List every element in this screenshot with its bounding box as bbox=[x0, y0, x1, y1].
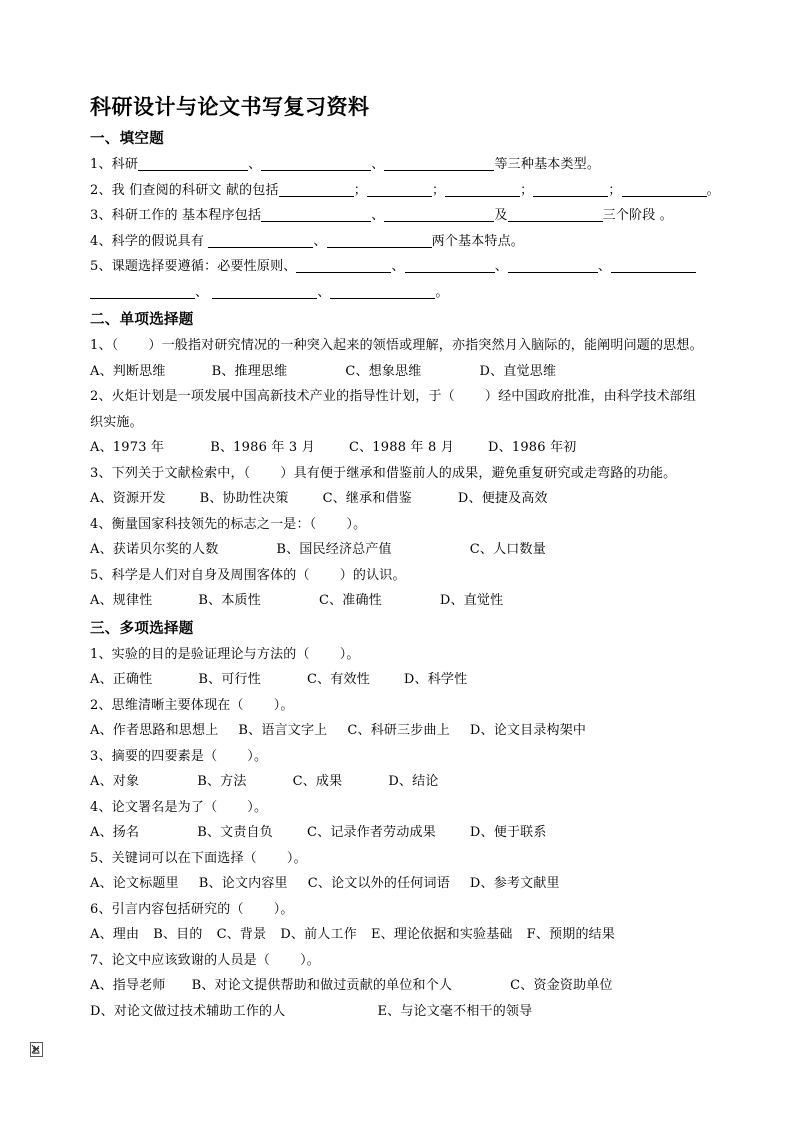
answer-blank[interactable] bbox=[330, 284, 435, 299]
options-multi-6 bbox=[90, 922, 720, 948]
question-text: 科学的假说具有 bbox=[111, 233, 209, 249]
options-multi-7-row2 bbox=[90, 999, 720, 1025]
question-text-tail: ）的认识。 bbox=[339, 567, 406, 583]
options-single-2 bbox=[90, 435, 720, 461]
option-a[interactable]: A、作者思路和思想上 bbox=[90, 723, 219, 738]
option-b[interactable]: B、目的 bbox=[153, 927, 203, 942]
answer-blank[interactable] bbox=[212, 284, 317, 299]
question-multi-1 bbox=[90, 642, 720, 668]
question-text: 摘要的四要素是（ bbox=[111, 748, 218, 764]
answer-blank[interactable] bbox=[622, 182, 707, 197]
options-single-4 bbox=[90, 537, 720, 563]
option-d[interactable]: D、参考文献里 bbox=[469, 876, 560, 891]
answer-blank[interactable] bbox=[296, 258, 391, 273]
option-b[interactable]: B、可行性 bbox=[198, 672, 261, 687]
option-a[interactable]: A、规律性 bbox=[90, 593, 153, 608]
answer-blank[interactable] bbox=[405, 258, 495, 273]
option-b[interactable]: B、论文内容里 bbox=[198, 876, 288, 891]
separator: 及 bbox=[494, 208, 508, 223]
option-d[interactable]: D、直觉性 bbox=[439, 593, 504, 608]
question-number: 2、 bbox=[90, 182, 112, 198]
options-single-1 bbox=[90, 359, 720, 385]
option-d[interactable]: D、便捷及高效 bbox=[457, 491, 548, 506]
answer-blank[interactable] bbox=[208, 233, 313, 248]
question-number: 4、 bbox=[90, 516, 112, 532]
page-title: 科研设计与论文书写复习资料 bbox=[90, 94, 370, 119]
option-a[interactable]: A、论文标题里 bbox=[90, 876, 179, 891]
options-multi-5 bbox=[90, 871, 720, 897]
question-text: 下列关于文献检索中，（ bbox=[111, 465, 251, 481]
question-number: 4、 bbox=[90, 799, 112, 815]
option-c[interactable]: C、人口数量 bbox=[469, 542, 546, 557]
option-b[interactable]: B、对论文提供帮助和做过贡献的单位和个人 bbox=[191, 978, 453, 993]
option-c[interactable]: C、记录作者劳动成果 bbox=[306, 825, 436, 840]
answer-paren-open: （ bbox=[111, 338, 119, 353]
option-a[interactable]: A、理由 bbox=[90, 927, 140, 942]
question-number: 3、 bbox=[90, 208, 112, 223]
question-number: 1、 bbox=[90, 157, 112, 172]
question-single-2 bbox=[90, 384, 720, 410]
separator: ； bbox=[520, 182, 534, 198]
option-e[interactable]: E、与论文毫不相干的领导 bbox=[377, 1003, 533, 1019]
question-text-line2: 织实施。 bbox=[90, 414, 143, 430]
question-fill-5 bbox=[90, 254, 720, 280]
question-tail: 。 bbox=[706, 182, 720, 198]
broken-image-icon bbox=[30, 1042, 43, 1057]
option-d[interactable]: D、对论文做过技术辅助工作的人 bbox=[90, 1003, 286, 1019]
question-multi-5 bbox=[90, 846, 720, 872]
option-a[interactable]: A、获诺贝尔奖的人数 bbox=[90, 542, 219, 557]
question-fill-4 bbox=[90, 229, 720, 255]
option-a[interactable]: A、资源开发 bbox=[90, 491, 166, 506]
option-f[interactable]: F、预期的结果 bbox=[526, 927, 616, 942]
option-a[interactable]: A、1973 年 bbox=[90, 440, 165, 455]
option-b[interactable]: B、协助性决策 bbox=[199, 491, 289, 506]
separator: 、 bbox=[371, 157, 385, 172]
option-b[interactable]: B、文责自负 bbox=[197, 825, 273, 840]
option-a[interactable]: A、正确性 bbox=[90, 672, 153, 687]
option-c[interactable]: C、准确性 bbox=[318, 593, 382, 608]
option-c[interactable]: C、科研三步曲上 bbox=[347, 723, 450, 738]
question-number: 1、 bbox=[90, 338, 112, 353]
option-d[interactable]: D、直觉思维 bbox=[479, 363, 557, 379]
options-single-5 bbox=[90, 588, 720, 614]
question-text-tail: ）。 bbox=[247, 748, 268, 764]
answer-blank[interactable] bbox=[384, 156, 494, 171]
section-heading-multi-choice: 三、多项选择题 bbox=[90, 619, 194, 637]
answer-blank[interactable] bbox=[261, 156, 371, 171]
section-heading-single-choice: 二、单项选择题 bbox=[90, 311, 194, 328]
option-d[interactable]: D、1986 年初 bbox=[488, 440, 577, 455]
separator: 、 bbox=[248, 157, 262, 172]
option-a[interactable]: A、判断思维 bbox=[90, 363, 166, 379]
answer-blank[interactable] bbox=[279, 182, 354, 197]
question-fill-3 bbox=[90, 203, 720, 229]
question-number: 3、 bbox=[90, 465, 112, 481]
option-b[interactable]: B、语言文字上 bbox=[238, 723, 328, 738]
question-multi-3 bbox=[90, 744, 720, 770]
option-d[interactable]: D、结论 bbox=[388, 774, 439, 789]
options-multi-3 bbox=[90, 769, 720, 795]
option-d[interactable]: D、科学性 bbox=[403, 672, 468, 687]
question-text-tail: ）。 bbox=[339, 646, 360, 662]
answer-blank[interactable] bbox=[445, 182, 520, 197]
option-d[interactable]: D、论文目录构架中 bbox=[469, 723, 587, 738]
separator: 、 bbox=[391, 259, 405, 274]
question-tail: 等三种基本类型。 bbox=[494, 157, 601, 172]
separator: ； bbox=[353, 182, 367, 198]
question-text: 课题选择要遵循：必要性原则、 bbox=[111, 259, 297, 274]
option-c[interactable]: C、成果 bbox=[292, 774, 343, 789]
option-a[interactable]: A、指导老师 bbox=[90, 978, 166, 993]
options-multi-7-row1 bbox=[90, 973, 720, 999]
question-text: 我 们查阅的科研文 献的包括 bbox=[111, 182, 279, 198]
question-text: 思维清晰主要体现在（ bbox=[111, 697, 244, 713]
question-fill-5-continued bbox=[90, 280, 720, 306]
question-text: ）一般指对研究情况的一种突入起来的领悟或理解，亦指突然月入脑际的，能阐明问题的思想。 bbox=[148, 338, 703, 353]
question-tail: 两个基本特点。 bbox=[431, 233, 525, 249]
separator: ； bbox=[431, 182, 446, 198]
question-text: 实验的目的是验证理论与方法的（ bbox=[111, 646, 310, 662]
question-number: 1、 bbox=[90, 646, 112, 662]
question-text-tail: ）经中国政府批准，由科学技术部组 bbox=[484, 389, 697, 404]
question-text: 衡量国家科技领先的标志之一是：（ bbox=[111, 516, 317, 532]
question-tail: 三个阶段 。 bbox=[602, 208, 673, 223]
question-text: 科研 bbox=[111, 157, 139, 172]
question-single-4 bbox=[90, 512, 720, 538]
question-tail: 。 bbox=[435, 284, 449, 300]
question-text-tail: ）。 bbox=[273, 697, 294, 713]
question-text: 关键词可以在下面选择（ bbox=[111, 850, 257, 866]
answer-blank[interactable] bbox=[533, 182, 608, 197]
question-number: 5、 bbox=[90, 567, 112, 583]
question-text-tail: ）具有便于继承和借鉴前人的成果，避免重复研究或走弯路的功能。 bbox=[280, 465, 677, 481]
section-heading-fill-in-blank: 一、填空题 bbox=[90, 130, 164, 147]
options-multi-2 bbox=[90, 718, 720, 744]
question-multi-7 bbox=[90, 948, 720, 974]
question-text-tail: ）。 bbox=[300, 952, 320, 968]
option-b[interactable]: B、国民经济总产值 bbox=[276, 542, 392, 557]
question-single-1 bbox=[90, 333, 720, 359]
option-e[interactable]: E、理论依据和实验基础 bbox=[370, 927, 513, 942]
question-multi-2 bbox=[90, 693, 720, 719]
question-number: 5、 bbox=[90, 259, 112, 274]
options-single-3 bbox=[90, 486, 720, 512]
option-c[interactable]: C、有效性 bbox=[306, 672, 370, 687]
question-number: 3、 bbox=[90, 748, 112, 764]
option-b[interactable]: B、本质性 bbox=[198, 593, 261, 608]
separator: ； bbox=[608, 182, 622, 198]
separator: 、 bbox=[313, 233, 327, 249]
answer-blank[interactable] bbox=[261, 207, 371, 222]
option-d[interactable]: D、前人工作 bbox=[280, 927, 357, 942]
question-number: 5、 bbox=[90, 850, 112, 866]
question-number: 2、 bbox=[90, 389, 112, 404]
answer-blank[interactable] bbox=[508, 207, 603, 222]
option-b[interactable]: B、1986 年 3 月 bbox=[210, 440, 315, 455]
question-text-tail: ）。 bbox=[346, 516, 367, 532]
options-multi-1 bbox=[90, 667, 720, 693]
question-text: 科学是人们对自身及周围客体的（ bbox=[111, 567, 310, 583]
question-number: 4、 bbox=[90, 233, 112, 249]
answer-blank[interactable] bbox=[90, 284, 195, 299]
answer-blank[interactable] bbox=[384, 207, 494, 222]
question-text: 火炬计划是一项发展中国高新技术产业的指导性计划，于（ bbox=[111, 389, 455, 404]
option-c[interactable]: C、背景 bbox=[216, 927, 267, 942]
question-single-3 bbox=[90, 461, 720, 487]
option-c[interactable]: C、想象思维 bbox=[345, 363, 422, 379]
question-text: 论文署名是为了（ bbox=[111, 799, 218, 815]
option-a[interactable]: A、对象 bbox=[90, 774, 140, 789]
option-b[interactable]: B、推理思维 bbox=[211, 363, 288, 379]
answer-blank[interactable] bbox=[367, 182, 432, 197]
question-number: 6、 bbox=[90, 901, 112, 917]
option-c[interactable]: C、继承和借鉴 bbox=[322, 491, 412, 506]
question-text: 引言内容包括研究的（ bbox=[111, 901, 244, 917]
separator: 、 bbox=[195, 284, 209, 300]
option-c[interactable]: C、论文以外的任何词语 bbox=[307, 876, 450, 891]
separator: 、 bbox=[597, 259, 612, 274]
question-fill-1 bbox=[90, 152, 720, 178]
answer-blank[interactable] bbox=[508, 258, 598, 273]
option-c[interactable]: C、资金资助单位 bbox=[510, 978, 613, 993]
separator: 、 bbox=[371, 208, 385, 223]
question-multi-6 bbox=[90, 897, 720, 923]
answer-blank[interactable] bbox=[611, 258, 696, 273]
question-fill-2 bbox=[90, 178, 720, 204]
question-text: 科研工作的 基本程序包括 bbox=[111, 208, 262, 223]
answer-blank[interactable] bbox=[138, 156, 248, 171]
question-single-2-continued bbox=[90, 410, 720, 436]
options-multi-4 bbox=[90, 820, 720, 846]
answer-blank[interactable] bbox=[327, 233, 432, 248]
question-text: 论文中应该致谢的人员是（ bbox=[111, 952, 271, 968]
option-d[interactable]: D、便于联系 bbox=[469, 825, 547, 840]
separator: 、 bbox=[317, 284, 331, 300]
question-single-5 bbox=[90, 563, 720, 589]
option-c[interactable]: C、1988 年 8 月 bbox=[348, 440, 455, 455]
document-body bbox=[90, 92, 720, 1024]
question-text-tail: ）。 bbox=[273, 901, 294, 917]
question-multi-4 bbox=[90, 795, 720, 821]
question-number: 2、 bbox=[90, 697, 112, 713]
question-text-tail: ）。 bbox=[286, 850, 307, 866]
option-b[interactable]: B、方法 bbox=[197, 774, 247, 789]
option-a[interactable]: A、扬名 bbox=[90, 825, 140, 840]
question-text-tail: ）。 bbox=[247, 799, 268, 815]
separator: 、 bbox=[494, 259, 508, 274]
question-number: 7、 bbox=[90, 952, 112, 968]
